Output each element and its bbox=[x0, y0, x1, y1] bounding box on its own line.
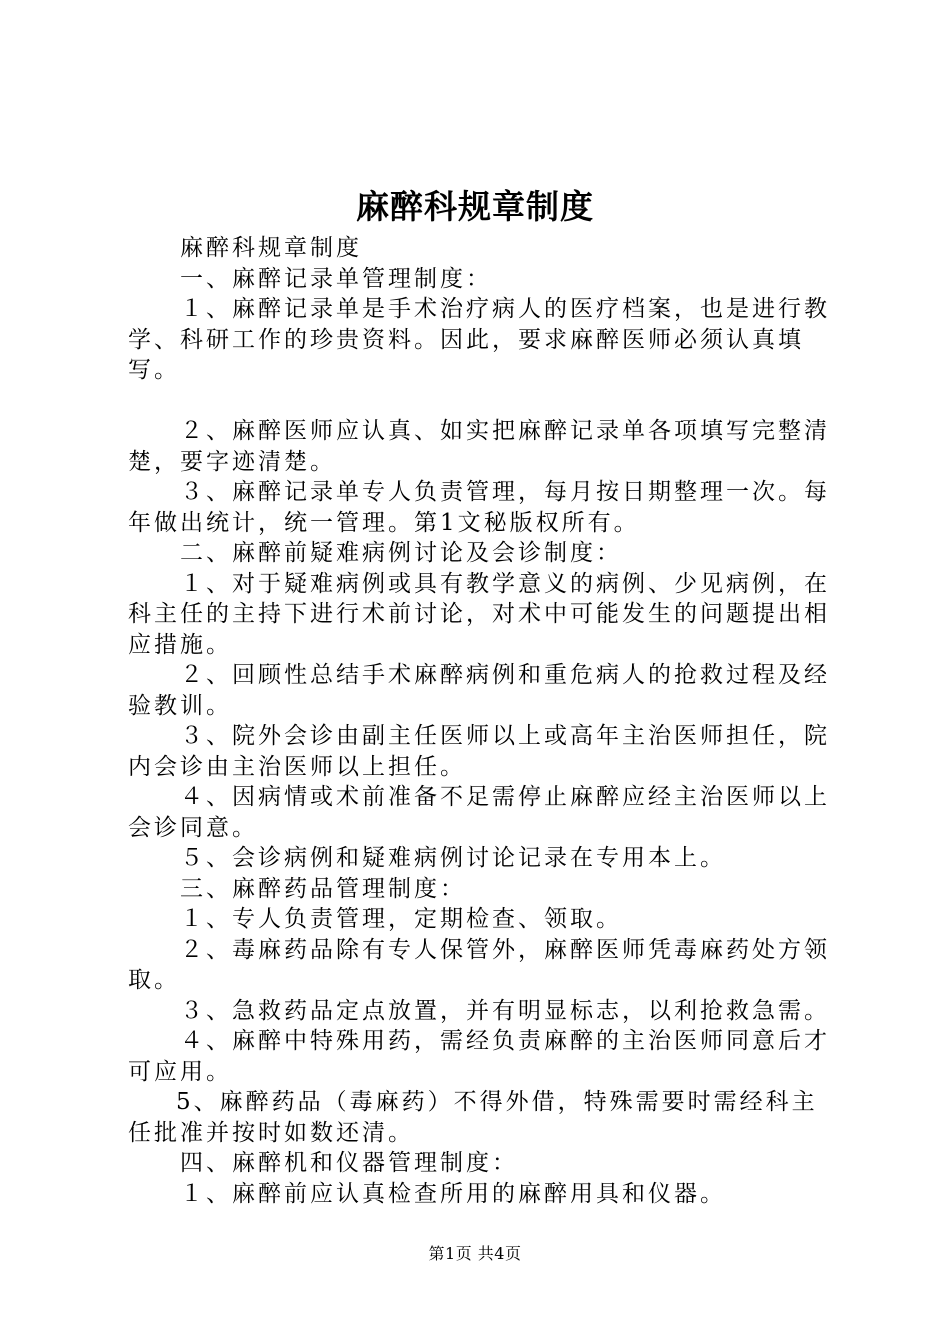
paragraph: ２、毒麻药品除有专人保管外，麻醉医师凭毒麻药处方领取。 bbox=[128, 936, 830, 993]
page-number-footer: 第1页 共4页 bbox=[428, 1244, 522, 1263]
paragraph: １、麻醉前应认真检查所用的麻醉用具和仪器。 bbox=[180, 1180, 726, 1207]
paragraph: １、专人负责管理，定期检查、领取。 bbox=[180, 906, 622, 932]
paragraph: ４、因病情或术前准备不足需停止麻醉应经主治医师以上会诊同意。 bbox=[128, 784, 830, 841]
paragraph: ３、院外会诊由副主任医师以上或高年主治医师担任，院内会诊由主治医师以上担任。 bbox=[128, 723, 830, 780]
paragraph: 5、麻醉药品（毒麻药）不得外借，特殊需要时需经科主任批准并按时如数还清。 bbox=[128, 1089, 818, 1146]
paragraph: ５、会诊病例和疑难病例讨论记录在专用本上。 bbox=[180, 845, 726, 871]
section-heading-2: 二、麻醉前疑难病例讨论及会诊制度： bbox=[180, 540, 622, 566]
paragraph: ２、回顾性总结手术麻醉病例和重危病人的抢救过程及经验教训。 bbox=[128, 662, 830, 719]
section-heading-3: 三、麻醉药品管理制度： bbox=[180, 875, 466, 902]
paragraph: １、麻醉记录单是手术治疗病人的医疗档案，也是进行教学、科研工作的珍贵资料。因此，要求麻醉医师必须认真填写。 bbox=[128, 296, 830, 383]
paragraph: １、对于疑难病例或具有教学意义的病例、少见病例，在科主任的主持下进行术前讨论，对术中可能发生的问题提出相应措施。 bbox=[128, 570, 830, 658]
document-title: 麻醉科规章制度 bbox=[356, 187, 594, 226]
paragraph-spacer bbox=[128, 386, 840, 417]
section-heading-4: 四、麻醉机和仪器管理制度： bbox=[180, 1150, 518, 1176]
paragraph: ３、急救药品定点放置，并有明显标志，以利抢救急需。 bbox=[180, 997, 830, 1024]
paragraph-heading: 麻醉科规章制度 bbox=[180, 235, 362, 261]
paragraph: ４、麻醉中特殊用药，需经负责麻醉的主治医师同意后才可应用。 bbox=[128, 1028, 830, 1085]
paragraph: ２、麻醉医师应认真、如实把麻醉记录单各项填写完整清楚，要字迹清楚。 bbox=[128, 418, 830, 475]
section-heading-1: 一、麻醉记录单管理制度： bbox=[180, 265, 492, 292]
document-body bbox=[128, 233, 840, 1209]
paragraph: ３、麻醉记录单专人负责管理，每月按日期整理一次。每年做出统计，统一管理。第1文秘版权所有。 bbox=[128, 479, 830, 536]
